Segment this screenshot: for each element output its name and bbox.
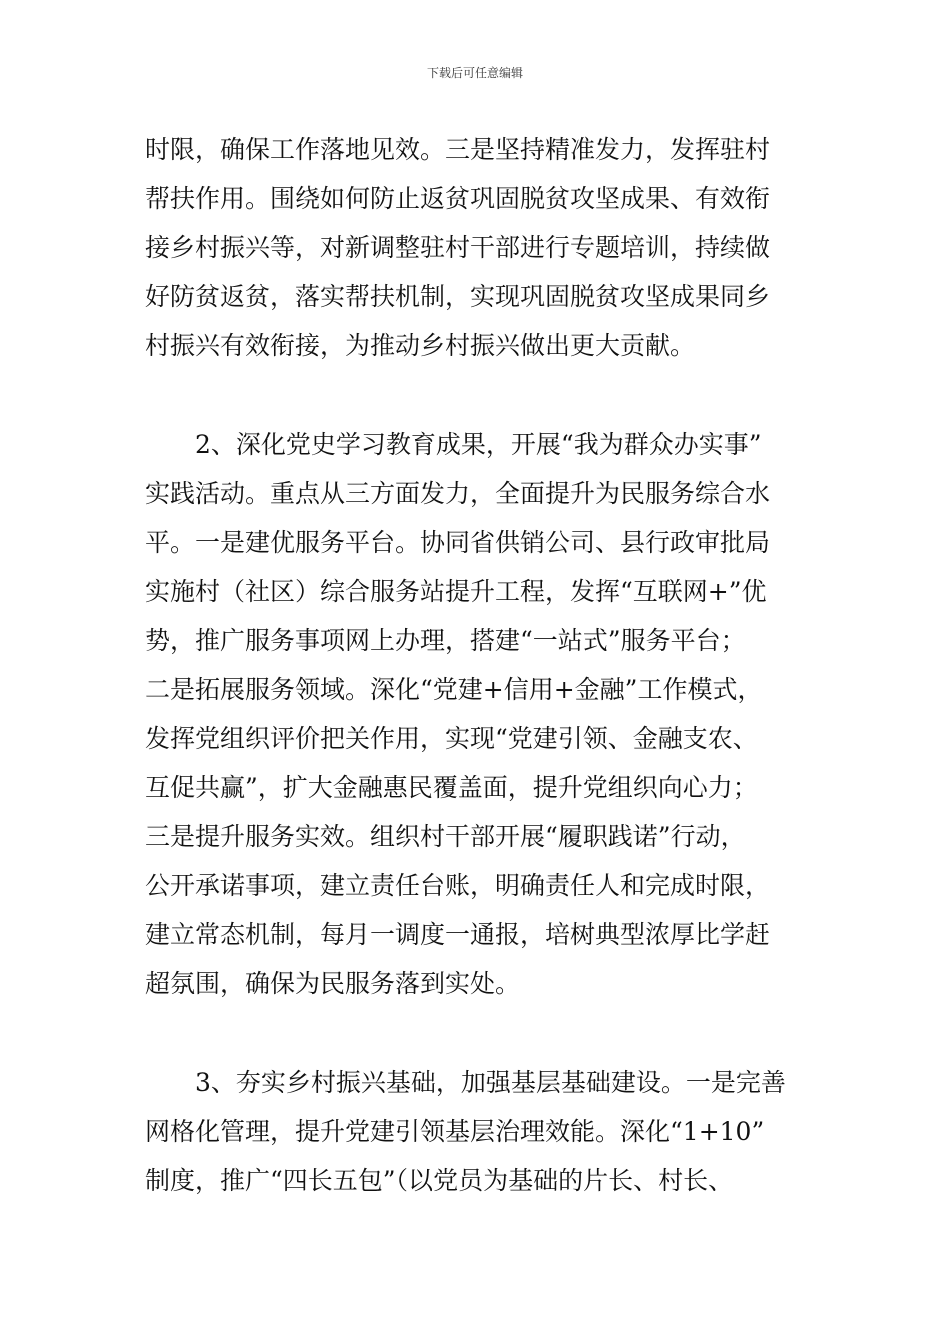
paragraph-2-line-3: 平。一是建优服务平台。协同省供销公司、县行政审批局: [145, 528, 771, 557]
paragraph-1-line-1: 时限，确保工作落地见效。三是坚持精准发力，发挥驻村: [145, 135, 771, 164]
page-header: 下载后可任意编辑: [426, 66, 523, 80]
paragraph-2-line-9: 三是提升服务实效。组织村干部开展“履职践诺”行动，: [145, 822, 746, 851]
paragraph-2-line-8: 互促共赢”，扩大金融惠民覆盖面，提升党组织向心力；: [145, 773, 758, 802]
paragraph-3-line-2: 网格化管理，提升党建引领基层治理效能。深化“1+10”: [145, 1117, 765, 1146]
paragraph-2-line-2: 实践活动。重点从三方面发力，全面提升为民服务综合水: [145, 479, 771, 508]
paragraph-2-line-6: 二是拓展服务领域。深化“党建+信用+金融”工作模式，: [145, 675, 763, 704]
paragraph-1-line-3: 接乡村振兴等，对新调整驻村干部进行专题培训，持续做: [145, 233, 771, 262]
paragraph-2-line-1: 2、深化党史学习教育成果，开展“我为群众办实事”: [195, 430, 762, 459]
paragraph-1-line-2: 帮扶作用。围绕如何防止返贫巩固脱贫攻坚成果、有效衔: [145, 184, 771, 213]
paragraph-2-line-12: 超氛围，确保为民服务落到实处。: [145, 969, 521, 998]
paragraph-3-line-3: 制度，推广“四长五包”（以党员为基础的片长、村长、: [145, 1166, 734, 1195]
paragraph-2-line-10: 公开承诺事项，建立责任台账，明确责任人和完成时限，: [145, 871, 771, 900]
paragraph-2-line-4: 实施村（社区）综合服务站提升工程，发挥“互联网+”优: [145, 577, 767, 606]
paragraph-1-line-4: 好防贫返贫，落实帮扶机制，实现巩固脱贫攻坚成果同乡: [145, 282, 771, 311]
paragraph-3-line-1: 3、夯实乡村振兴基础，加强基层基础建设。一是完善: [195, 1068, 786, 1097]
paragraph-1-line-5: 村振兴有效衔接，为推动乡村振兴做出更大贡献。: [145, 331, 696, 360]
paragraph-2-line-11: 建立常态机制，每月一调度一通报，培树典型浓厚比学赶: [145, 920, 771, 949]
paragraph-2-line-5: 势，推广服务事项网上办理，搭建“一站式”服务平台；: [145, 626, 746, 655]
paragraph-2-line-7: 发挥党组织评价把关作用，实现“党建引领、金融支农、: [145, 724, 758, 753]
